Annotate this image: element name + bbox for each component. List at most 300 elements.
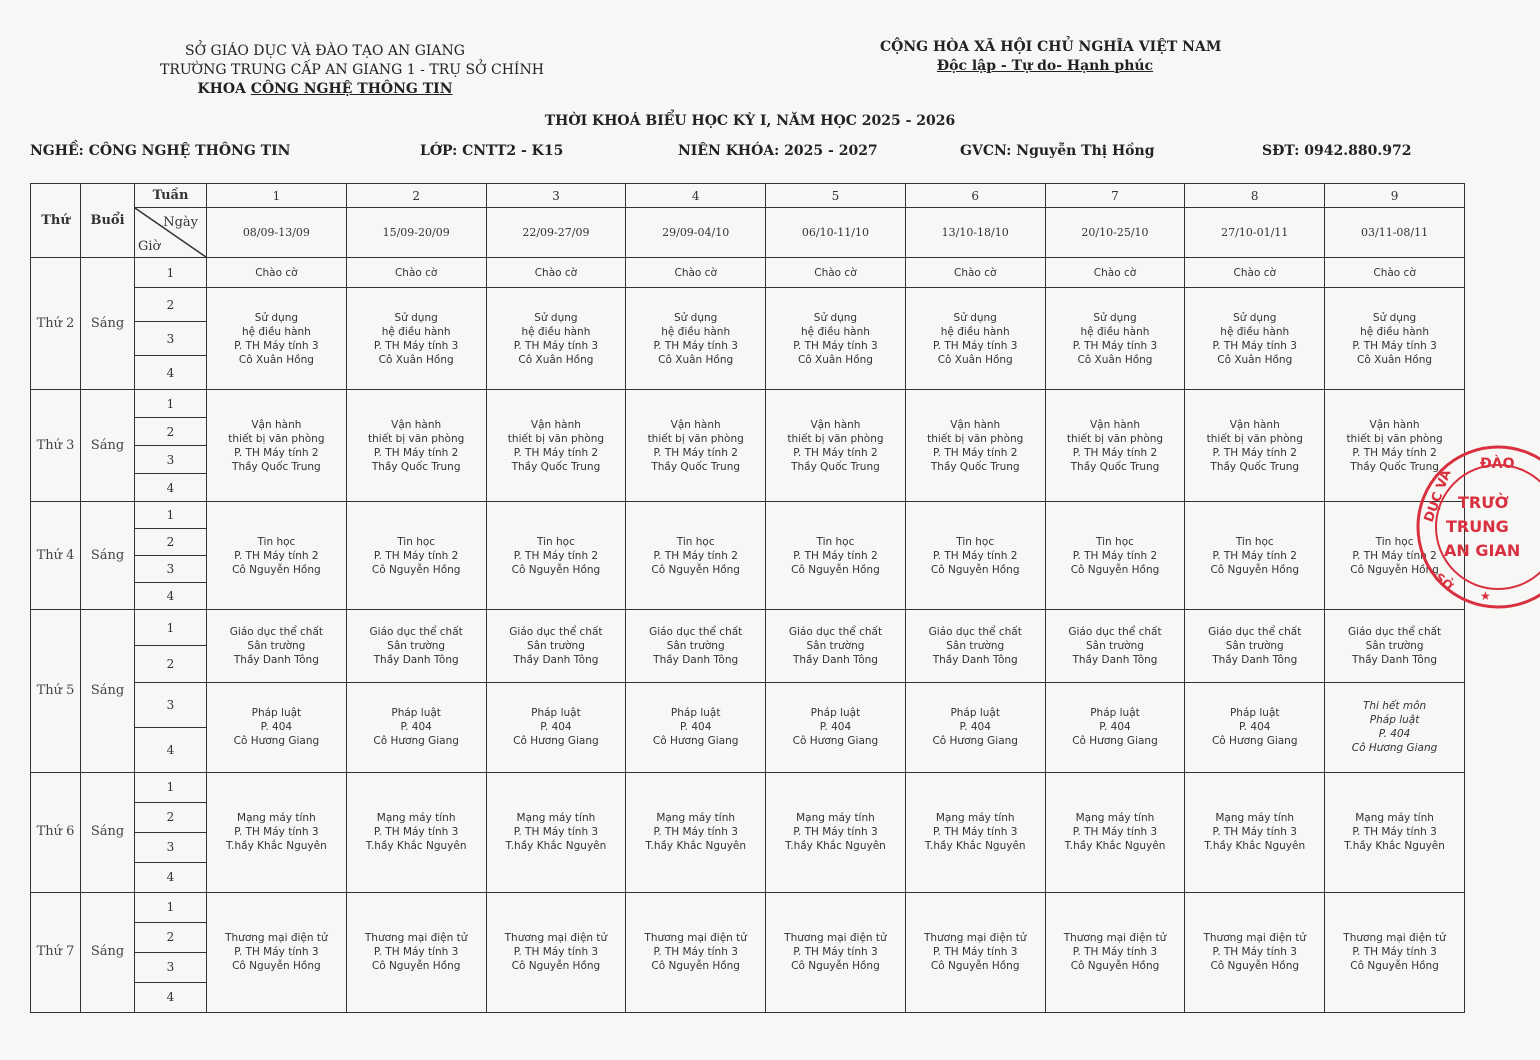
week-date-range: 20/10-25/10 (1045, 208, 1185, 258)
period-cell: 1 (135, 892, 207, 922)
class-cell (1045, 892, 1185, 1012)
class-line: hệ điều hành (1220, 325, 1290, 338)
class-line: Cô Nguyễn Hồng (651, 960, 740, 973)
class-line: T.hầy Khắc Nguyên (1204, 840, 1306, 853)
week-number: 5 (766, 184, 906, 208)
class-line: Cô Nguyễn Hồng (791, 563, 880, 576)
class-line: Cô Nguyễn Hồng (1210, 563, 1300, 576)
session-cell: Sáng (81, 390, 135, 502)
class-line: Sử dụng (813, 311, 858, 324)
class-line: Mạng máy tính (1075, 812, 1155, 825)
week-date-range: 13/10-18/10 (905, 208, 1045, 258)
class-line: Cô Hương Giang (1351, 742, 1438, 755)
class-line: P. TH Máy tính 2 (653, 446, 738, 459)
week-number: 7 (1045, 184, 1185, 208)
period-cell: 1 (135, 772, 207, 802)
class-line: Cô Nguyễn Hồng (232, 563, 321, 576)
class-line: P. TH Máy tính 3 (1212, 339, 1297, 352)
class-line: Mạng máy tính (796, 812, 875, 825)
class-line: Pháp luật (1369, 714, 1420, 727)
class-line: Thầy Quốc Trung (1350, 460, 1439, 473)
class-line: P. TH Máy tính 3 (653, 339, 738, 352)
class-line: Pháp luật (670, 707, 721, 720)
class-line: Tin học (1235, 535, 1274, 548)
class-cell (207, 288, 347, 390)
class-line: Cô Nguyễn Hồng (791, 960, 880, 973)
class-line: Cô Hương Giang (1072, 735, 1158, 748)
class-line: Mạng máy tính (935, 812, 1015, 825)
class-line: Thương mại điện tử (1343, 932, 1446, 945)
class-line: Mạng máy tính (1355, 812, 1434, 825)
week-number: 4 (626, 184, 766, 208)
class-cell (1045, 772, 1185, 892)
class-cell (207, 502, 347, 610)
class-cell (905, 502, 1045, 610)
class-line: Mạng máy tính (376, 812, 456, 825)
class-line: P. TH Máy tính 3 (1072, 826, 1158, 839)
class-line: P. TH Máy tính 2 (1072, 446, 1158, 459)
class-line: hệ điều hành (381, 325, 451, 338)
class-cell (626, 502, 766, 610)
class-line: P. TH Máy tính 3 (1352, 946, 1437, 959)
class-line: T.hầy Khắc Nguyên (226, 840, 327, 853)
class-line: Cô Nguyễn Hồng (1350, 563, 1439, 576)
class-line: Thầy Quốc Trung (511, 460, 601, 473)
class-cell (346, 390, 486, 502)
stamp-line-1: TRƯỜ (1458, 493, 1509, 512)
day-cell: Thứ 3 (31, 390, 81, 502)
class-line: P. TH Máy tính 2 (932, 446, 1018, 459)
class-line: P. 404 (1099, 721, 1131, 734)
class-line: Cô Xuân Hồng (1077, 353, 1153, 366)
class-cell (1325, 502, 1465, 610)
period-cell: 3 (135, 446, 207, 474)
class-line: Tin học (956, 535, 995, 548)
class-line: P. TH Máy tính 3 (234, 826, 319, 839)
class-line: Cô Xuân Hồng (378, 353, 454, 366)
class-cell (486, 502, 626, 610)
class-line: hệ điều hành (940, 325, 1010, 338)
class-line: Chào cờ (1233, 266, 1276, 279)
class-line: Thầy Quốc Trung (232, 460, 321, 473)
week-number: 3 (486, 184, 626, 208)
class-line: Giáo dục thể chất (1068, 625, 1162, 638)
class-line: P. TH Máy tính 3 (373, 339, 459, 352)
class-cell (486, 288, 626, 390)
class-line: Sử dụng (953, 311, 997, 324)
class-line: Cô Nguyễn Hồng (1070, 960, 1160, 973)
cohort-label: NIÊN KHÓA: 2025 - 2027 (678, 143, 878, 159)
class-line: P. 404 (400, 721, 432, 734)
class-cell (766, 258, 906, 288)
week-date-range: 29/09-04/10 (626, 208, 766, 258)
date-label: Ngày (163, 215, 198, 231)
class-line: Pháp luật (950, 707, 1000, 720)
class-line: Pháp luật (251, 707, 302, 720)
period-cell: 1 (135, 390, 207, 418)
class-cell (207, 682, 347, 772)
homeroom-teacher-label: GVCN: Nguyễn Thị Hồng (960, 143, 1155, 159)
week-date-range: 15/09-20/09 (346, 208, 486, 258)
class-line: thiết bị văn phòng (1346, 432, 1443, 445)
class-line: Thầy Quốc Trung (791, 460, 880, 473)
week-date-range: 06/10-11/10 (766, 208, 906, 258)
column-session-header: Buổi (81, 184, 135, 258)
class-line: Chào cờ (1373, 266, 1416, 279)
class-line: Sử dụng (1372, 311, 1417, 324)
class-line: P. TH Máy tính 2 (932, 549, 1018, 562)
class-line: P. 404 (679, 721, 712, 734)
class-line: Thương mại điện tử (1203, 932, 1306, 945)
week-date-range: 22/09-27/09 (486, 208, 626, 258)
class-line: Thi hết môn (1362, 700, 1427, 713)
class-cell (1045, 610, 1185, 682)
class-line: Thầy Quốc Trung (1210, 460, 1300, 473)
class-cell (1045, 288, 1185, 390)
class-cell (346, 610, 486, 682)
class-line: T.hầy Khắc Nguyên (645, 840, 747, 853)
class-line: Vận hành (391, 418, 442, 431)
class-line: P. TH Máy tính 3 (932, 946, 1018, 959)
class-line: Cô Xuân Hồng (238, 353, 314, 366)
stamp-star-icon: ★ (1480, 589, 1491, 603)
national-title: CỘNG HÒA XÃ HỘI CHỦ NGHĨA VIỆT NAM (880, 39, 1222, 55)
period-cell: 4 (135, 727, 207, 772)
class-cell (626, 772, 766, 892)
national-motto: Độc lập - Tự do- Hạnh phúc (936, 58, 1154, 74)
timetable-row (31, 258, 1465, 288)
day-cell: Thứ 6 (31, 772, 81, 892)
class-cell (1325, 892, 1465, 1012)
period-cell: 3 (135, 682, 207, 727)
header-row-weeks (31, 184, 1465, 208)
class-line: P. TH Máy tính 3 (793, 946, 878, 959)
class-line: Thầy Quốc Trung (371, 460, 461, 473)
class-line: hệ điều hành (241, 325, 311, 338)
class-line: Mạng máy tính (237, 812, 316, 825)
week-number: 6 (905, 184, 1045, 208)
week-number: 2 (346, 184, 486, 208)
class-line: Vận hành (1369, 418, 1420, 431)
timetable-row (31, 892, 1465, 922)
class-cell (346, 258, 486, 288)
class-line: Tin học (1096, 535, 1134, 548)
week-date-range: 08/09-13/09 (207, 208, 347, 258)
stamp-bottom-text: SỞ (1432, 570, 1456, 594)
class-line: Cô Nguyễn Hồng (232, 960, 321, 973)
class-line: Cô Xuân Hồng (1357, 353, 1433, 366)
class-line: Thương mại điện tử (923, 932, 1027, 945)
class-line: Cô Nguyễn Hồng (1350, 960, 1439, 973)
class-cell (486, 892, 626, 1012)
class-line: Mạng máy tính (656, 812, 736, 825)
class-cell (766, 502, 906, 610)
class-line: Cô Nguyễn Hồng (1210, 960, 1300, 973)
class-cell (626, 288, 766, 390)
class-cell (1325, 288, 1465, 390)
period-cell: 1 (135, 258, 207, 288)
class-line: Tin học (676, 535, 715, 548)
period-label: Giờ (138, 239, 161, 255)
class-line: Tin học (1375, 535, 1414, 548)
class-line: Mạng máy tính (516, 812, 596, 825)
class-line: T.hầy Khắc Nguyên (365, 840, 467, 853)
class-cell (1185, 390, 1325, 502)
class-cell (1185, 288, 1325, 390)
class-line: Chào cờ (674, 266, 717, 279)
class-line: Giáo dục thể chất (229, 625, 323, 638)
class-line: Thương mại điện tử (784, 932, 887, 945)
period-cell: 3 (135, 322, 207, 356)
class-line: hệ điều hành (521, 325, 591, 338)
class-cell (486, 772, 626, 892)
class-line: Sân trường (526, 639, 585, 652)
class-line: Thương mại điện tử (1063, 932, 1167, 945)
class-line: P. TH Máy tính 3 (373, 946, 459, 959)
class-line: P. TH Máy tính 2 (234, 549, 319, 562)
class-line: Tin học (397, 535, 436, 548)
period-cell: 2 (135, 418, 207, 446)
class-line: P. TH Máy tính 3 (653, 946, 738, 959)
timetable-row (31, 682, 1465, 727)
class-line: Thầy Danh Tông (1212, 653, 1298, 666)
class-line: Sử dụng (674, 311, 718, 324)
class-line: Chào cờ (1093, 266, 1137, 279)
class-line: P. TH Máy tính 2 (1352, 549, 1437, 562)
class-line: P. TH Máy tính 2 (373, 549, 459, 562)
class-line: P. TH Máy tính 3 (653, 826, 738, 839)
session-cell: Sáng (81, 502, 135, 610)
class-line: P. TH Máy tính 3 (234, 946, 319, 959)
class-line: P. TH Máy tính 3 (513, 339, 599, 352)
class-line: P. TH Máy tính 2 (793, 549, 878, 562)
department-name: SỞ GIÁO DỤC VÀ ĐÀO TẠO AN GIANG (185, 43, 465, 59)
class-line: Thầy Quốc Trung (930, 460, 1020, 473)
major-label: NGHỀ: CÔNG NGHỆ THÔNG TIN (30, 143, 291, 159)
header-left (160, 42, 544, 99)
week-date-range: 27/10-01/11 (1185, 208, 1325, 258)
class-line: Pháp luật (810, 707, 861, 720)
class-line: Chào cờ (814, 266, 857, 279)
period-cell: 2 (135, 646, 207, 682)
class-line: Vận hành (1089, 418, 1140, 431)
class-cell (905, 610, 1045, 682)
class-line: Pháp luật (1229, 707, 1280, 720)
class-line: Vận hành (950, 418, 1001, 431)
class-cell (346, 502, 486, 610)
week-number: 1 (207, 184, 347, 208)
faculty-name: KHOA CÔNG NGHỆ THÔNG TIN (197, 81, 453, 97)
class-line: Cô Hương Giang (652, 735, 739, 748)
class-line: T.hầy Khắc Nguyên (924, 840, 1026, 853)
class-line: hệ điều hành (661, 325, 731, 338)
class-cell (346, 772, 486, 892)
class-line: Sử dụng (254, 311, 299, 324)
class-line: Vận hành (530, 418, 581, 431)
class-line: Giáo dục thể chất (1208, 625, 1302, 638)
class-cell (1185, 682, 1325, 772)
class-cell (766, 892, 906, 1012)
class-cell (486, 682, 626, 772)
class-line: Cô Hương Giang (792, 735, 879, 748)
class-line: Pháp luật (531, 707, 581, 720)
class-line: Thầy Danh Tông (513, 653, 599, 666)
class-line: P. TH Máy tính 3 (513, 946, 599, 959)
session-cell: Sáng (81, 258, 135, 390)
class-cell (905, 258, 1045, 288)
class-line: Sử dụng (394, 311, 438, 324)
class-cell (626, 610, 766, 682)
class-line: P. TH Máy tính 3 (793, 826, 878, 839)
class-line: Cô Hương Giang (932, 735, 1018, 748)
class-cell (207, 610, 347, 682)
class-line: P. TH Máy tính 2 (1072, 549, 1158, 562)
class-cell (766, 610, 906, 682)
class-line: Thầy Quốc Trung (1070, 460, 1160, 473)
class-line: P. 404 (959, 721, 991, 734)
class-line: Sân trường (806, 639, 865, 652)
class-line: Cô Xuân Hồng (518, 353, 594, 366)
class-line: P. 404 (819, 721, 852, 734)
class-line: thiết bị văn phòng (228, 432, 325, 445)
column-day-header: Thứ (31, 184, 81, 258)
class-cell (486, 258, 626, 288)
class-line: Cô Nguyễn Hồng (511, 960, 601, 973)
class-cell (1045, 502, 1185, 610)
timetable-row (31, 772, 1465, 802)
class-line: Tin học (257, 535, 296, 548)
class-line: P. 404 (260, 721, 293, 734)
class-cell (207, 258, 347, 288)
week-date-range: 03/11-08/11 (1325, 208, 1465, 258)
class-line: Giáo dục thể chất (649, 625, 743, 638)
class-line: P. 404 (1239, 721, 1271, 734)
class-line: P. TH Máy tính 3 (1212, 826, 1297, 839)
class-line: Cô Hương Giang (513, 735, 599, 748)
class-line: Thương mại điện tử (225, 932, 328, 945)
class-cell (1185, 502, 1325, 610)
class-line: Thầy Quốc Trung (651, 460, 741, 473)
period-cell: 3 (135, 832, 207, 862)
period-cell: 1 (135, 502, 207, 529)
class-line: thiết bị văn phòng (507, 432, 605, 445)
date-period-header (135, 208, 207, 258)
class-line: P. TH Máy tính 3 (234, 339, 319, 352)
class-cell (346, 288, 486, 390)
class-line: P. TH Máy tính 3 (513, 826, 599, 839)
class-line: Thầy Danh Tông (1352, 653, 1438, 666)
class-line: T.hầy Khắc Nguyên (785, 840, 886, 853)
class-cell (1185, 892, 1325, 1012)
class-cell (766, 390, 906, 502)
column-week-header: Tuần (135, 184, 207, 208)
stamp-line-2: TRUNG (1446, 517, 1509, 536)
class-line: Thương mại điện tử (504, 932, 608, 945)
class-line: T.hầy Khắc Nguyên (505, 840, 607, 853)
class-line: thiết bị văn phòng (1066, 432, 1164, 445)
period-cell: 2 (135, 288, 207, 322)
class-cell (1325, 258, 1465, 288)
class-line: Sân trường (1365, 639, 1424, 652)
class-line: P. 404 (540, 721, 572, 734)
class-line: Cô Nguyễn Hồng (511, 563, 601, 576)
class-cell (766, 288, 906, 390)
class-line: P. TH Máy tính 2 (1212, 549, 1297, 562)
class-line: Vận hành (1229, 418, 1280, 431)
period-cell: 3 (135, 556, 207, 583)
class-line: Giáo dục thể chất (369, 625, 463, 638)
class-line: P. 404 (1378, 728, 1411, 741)
period-cell: 3 (135, 952, 207, 982)
school-name: TRƯỜNG TRUNG CẤP AN GIANG 1 - TRỤ SỞ CHÍNH (160, 62, 544, 78)
class-line: Thầy Danh Tông (932, 653, 1018, 666)
class-line: P. TH Máy tính 2 (653, 549, 738, 562)
class-cell (905, 772, 1045, 892)
class-line: Sử dụng (1233, 311, 1277, 324)
class-line: Cô Nguyễn Hồng (1070, 563, 1160, 576)
class-cell (905, 682, 1045, 772)
class-line: Vận hành (251, 418, 302, 431)
class-line: P. TH Máy tính 2 (793, 446, 878, 459)
class-line: Pháp luật (391, 707, 441, 720)
class-line: Cô Nguyễn Hồng (930, 960, 1020, 973)
class-cell (346, 892, 486, 1012)
session-cell: Sáng (81, 892, 135, 1012)
class-cell (486, 390, 626, 502)
class-line: hệ điều hành (1080, 325, 1150, 338)
class-line: P. TH Máy tính 3 (932, 339, 1018, 352)
class-line: Thầy Danh Tông (1072, 653, 1158, 666)
class-line: Vận hành (810, 418, 861, 431)
class-line: Cô Xuân Hồng (937, 353, 1013, 366)
class-line: P. TH Máy tính 2 (513, 549, 599, 562)
period-cell: 1 (135, 610, 207, 646)
class-cell (1185, 772, 1325, 892)
class-line: thiết bị văn phòng (787, 432, 884, 445)
period-cell: 4 (135, 982, 207, 1012)
class-cell (1185, 258, 1325, 288)
class-cell (626, 390, 766, 502)
class-line: Cô Hương Giang (233, 735, 320, 748)
class-line: thiết bị văn phòng (368, 432, 465, 445)
class-cell (905, 892, 1045, 1012)
class-cell (1325, 390, 1465, 502)
period-cell: 2 (135, 922, 207, 952)
class-line: Giáo dục thể chất (928, 625, 1022, 638)
class-cell (1325, 772, 1465, 892)
class-line: P. TH Máy tính 2 (1212, 446, 1297, 459)
class-cell (766, 682, 906, 772)
class-cell (207, 892, 347, 1012)
class-line: thiết bị văn phòng (1206, 432, 1303, 445)
class-line: hệ điều hành (1360, 325, 1429, 338)
header-right (880, 38, 1222, 76)
class-line: T.hầy Khắc Nguyên (1344, 840, 1445, 853)
document-title: THỜI KHOÁ BIỂU HỌC KỲ I, NĂM HỌC 2025 - 2026 (544, 113, 956, 129)
phone-label: SĐT: 0942.880.972 (1262, 143, 1412, 159)
period-cell: 4 (135, 356, 207, 390)
class-line: Chào cờ (534, 266, 578, 279)
class-line: Pháp luật (1090, 707, 1140, 720)
class-line: Cô Hương Giang (1211, 735, 1298, 748)
class-line: Sân trường (946, 639, 1005, 652)
class-line: Giáo dục thể chất (788, 625, 883, 638)
class-line: Tin học (816, 535, 855, 548)
class-line: Thầy Danh Tông (792, 653, 878, 666)
class-line: P. TH Máy tính 3 (1072, 946, 1158, 959)
period-cell: 4 (135, 474, 207, 502)
period-cell: 4 (135, 862, 207, 892)
